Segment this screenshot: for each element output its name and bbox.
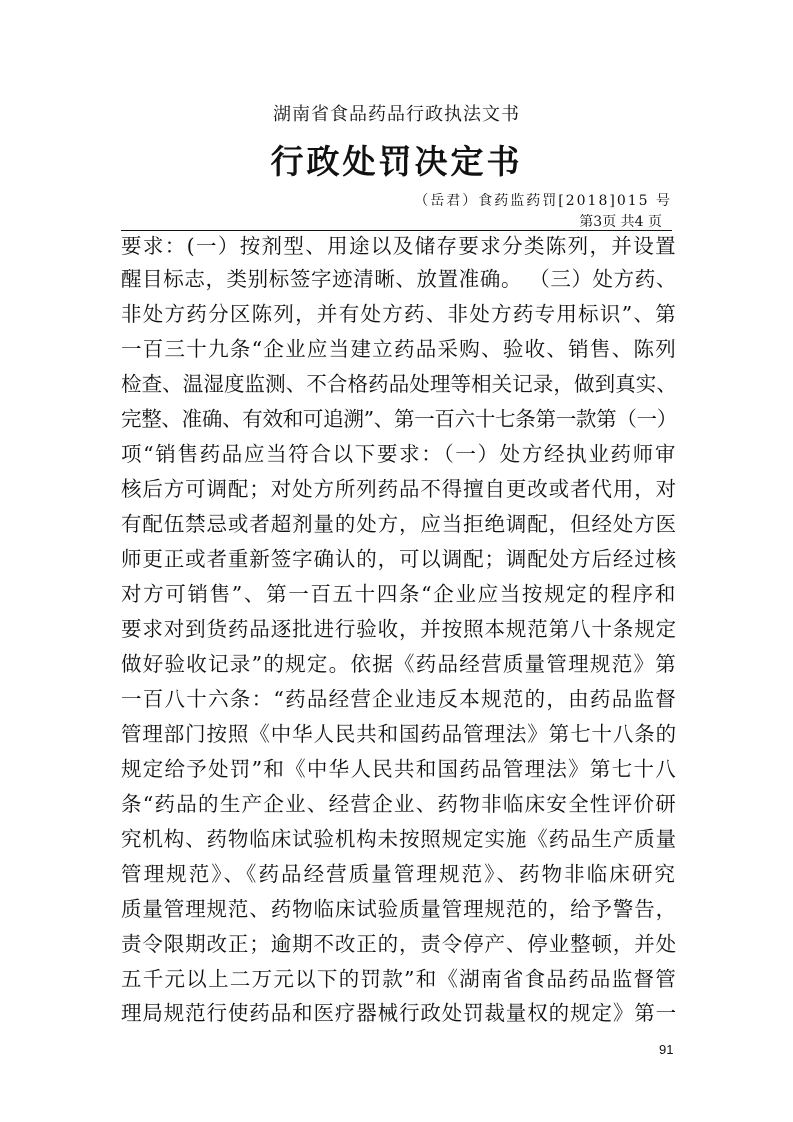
document-title: 行政处罚决定书 xyxy=(270,142,523,181)
body-line: 责令限期改正；逾期不改正的，责令停产、停业整顿，并处 xyxy=(121,932,677,956)
body-line: 一百八十六条：“药品经营企业违反本规范的，由药品监督 xyxy=(121,687,677,711)
page-info: 第3页 共4 页 xyxy=(579,214,662,230)
body-line: 师更正或者重新签字确认的，可以调配；调配处方后经过核 xyxy=(121,547,677,571)
header-divider xyxy=(121,230,672,231)
body-line: 条“药品的生产企业、经营企业、药物非临床安全性评价研 xyxy=(121,792,677,816)
body-line: 质量管理规范、药物临床试验质量管理规范的，给予警告， xyxy=(121,897,677,921)
body-line: 非处方药分区陈列，并有处方药、非处方药专用标识”、第 xyxy=(121,302,677,326)
body-line: 究机构、药物临床试验机构未按照规定实施《药品生产质量 xyxy=(121,827,677,851)
body-line: 完整、准确、有效和可追溯”、第一百六十七条第一款第（一） xyxy=(121,407,677,431)
body-line: 项“销售药品应当符合以下要求：（一）处方经执业药师审 xyxy=(121,442,677,466)
body-line: 做好验收记录”的规定。依据《药品经营质量管理规范》第 xyxy=(121,652,677,676)
page-number: 91 xyxy=(659,1042,674,1057)
body-line: 醒目标志，类别标签字迹清晰、放置准确。 （三）处方药、 xyxy=(121,267,677,291)
body-line: 核后方可调配；对处方所列药品不得擅自更改或者代用，对 xyxy=(121,477,677,501)
body-line: 一百三十九条“企业应当建立药品采购、验收、销售、陈列 xyxy=(121,337,677,361)
body-line: 检查、温湿度监测、不合格药品处理等相关记录，做到真实、 xyxy=(121,372,677,396)
document-number: （岳君）食药监药罚[2018]015 号 xyxy=(414,193,672,209)
body-line: 对方可销售”、第一百五十四条“企业应当按规定的程序和 xyxy=(121,582,677,606)
body-line: 要求对到货药品逐批进行验收，并按照本规范第八十条规定 xyxy=(121,617,677,641)
body-line: 有配伍禁忌或者超剂量的处方，应当拒绝调配，但经处方医 xyxy=(121,512,677,536)
body-line: 管理规范》、《药品经营质量管理规范》、药物非临床研究 xyxy=(121,862,677,886)
body-line: 规定给予处罚”和《中华人民共和国药品管理法》第七十八 xyxy=(121,757,677,781)
body-line: 理局规范行使药品和医疗器械行政处罚裁量权的规定》第一 xyxy=(121,1001,677,1025)
body-line: 要求：(一）按剂型、用途以及储存要求分类陈列，并设置 xyxy=(121,234,677,258)
body-line: 管理部门按照《中华人民共和国药品管理法》第七十八条的 xyxy=(121,722,677,746)
document-issuer: 湖南省食品药品行政执法文书 xyxy=(273,104,520,125)
body-line: 五千元以上二万元以下的罚款”和《湖南省食品药品监督管 xyxy=(121,967,677,991)
